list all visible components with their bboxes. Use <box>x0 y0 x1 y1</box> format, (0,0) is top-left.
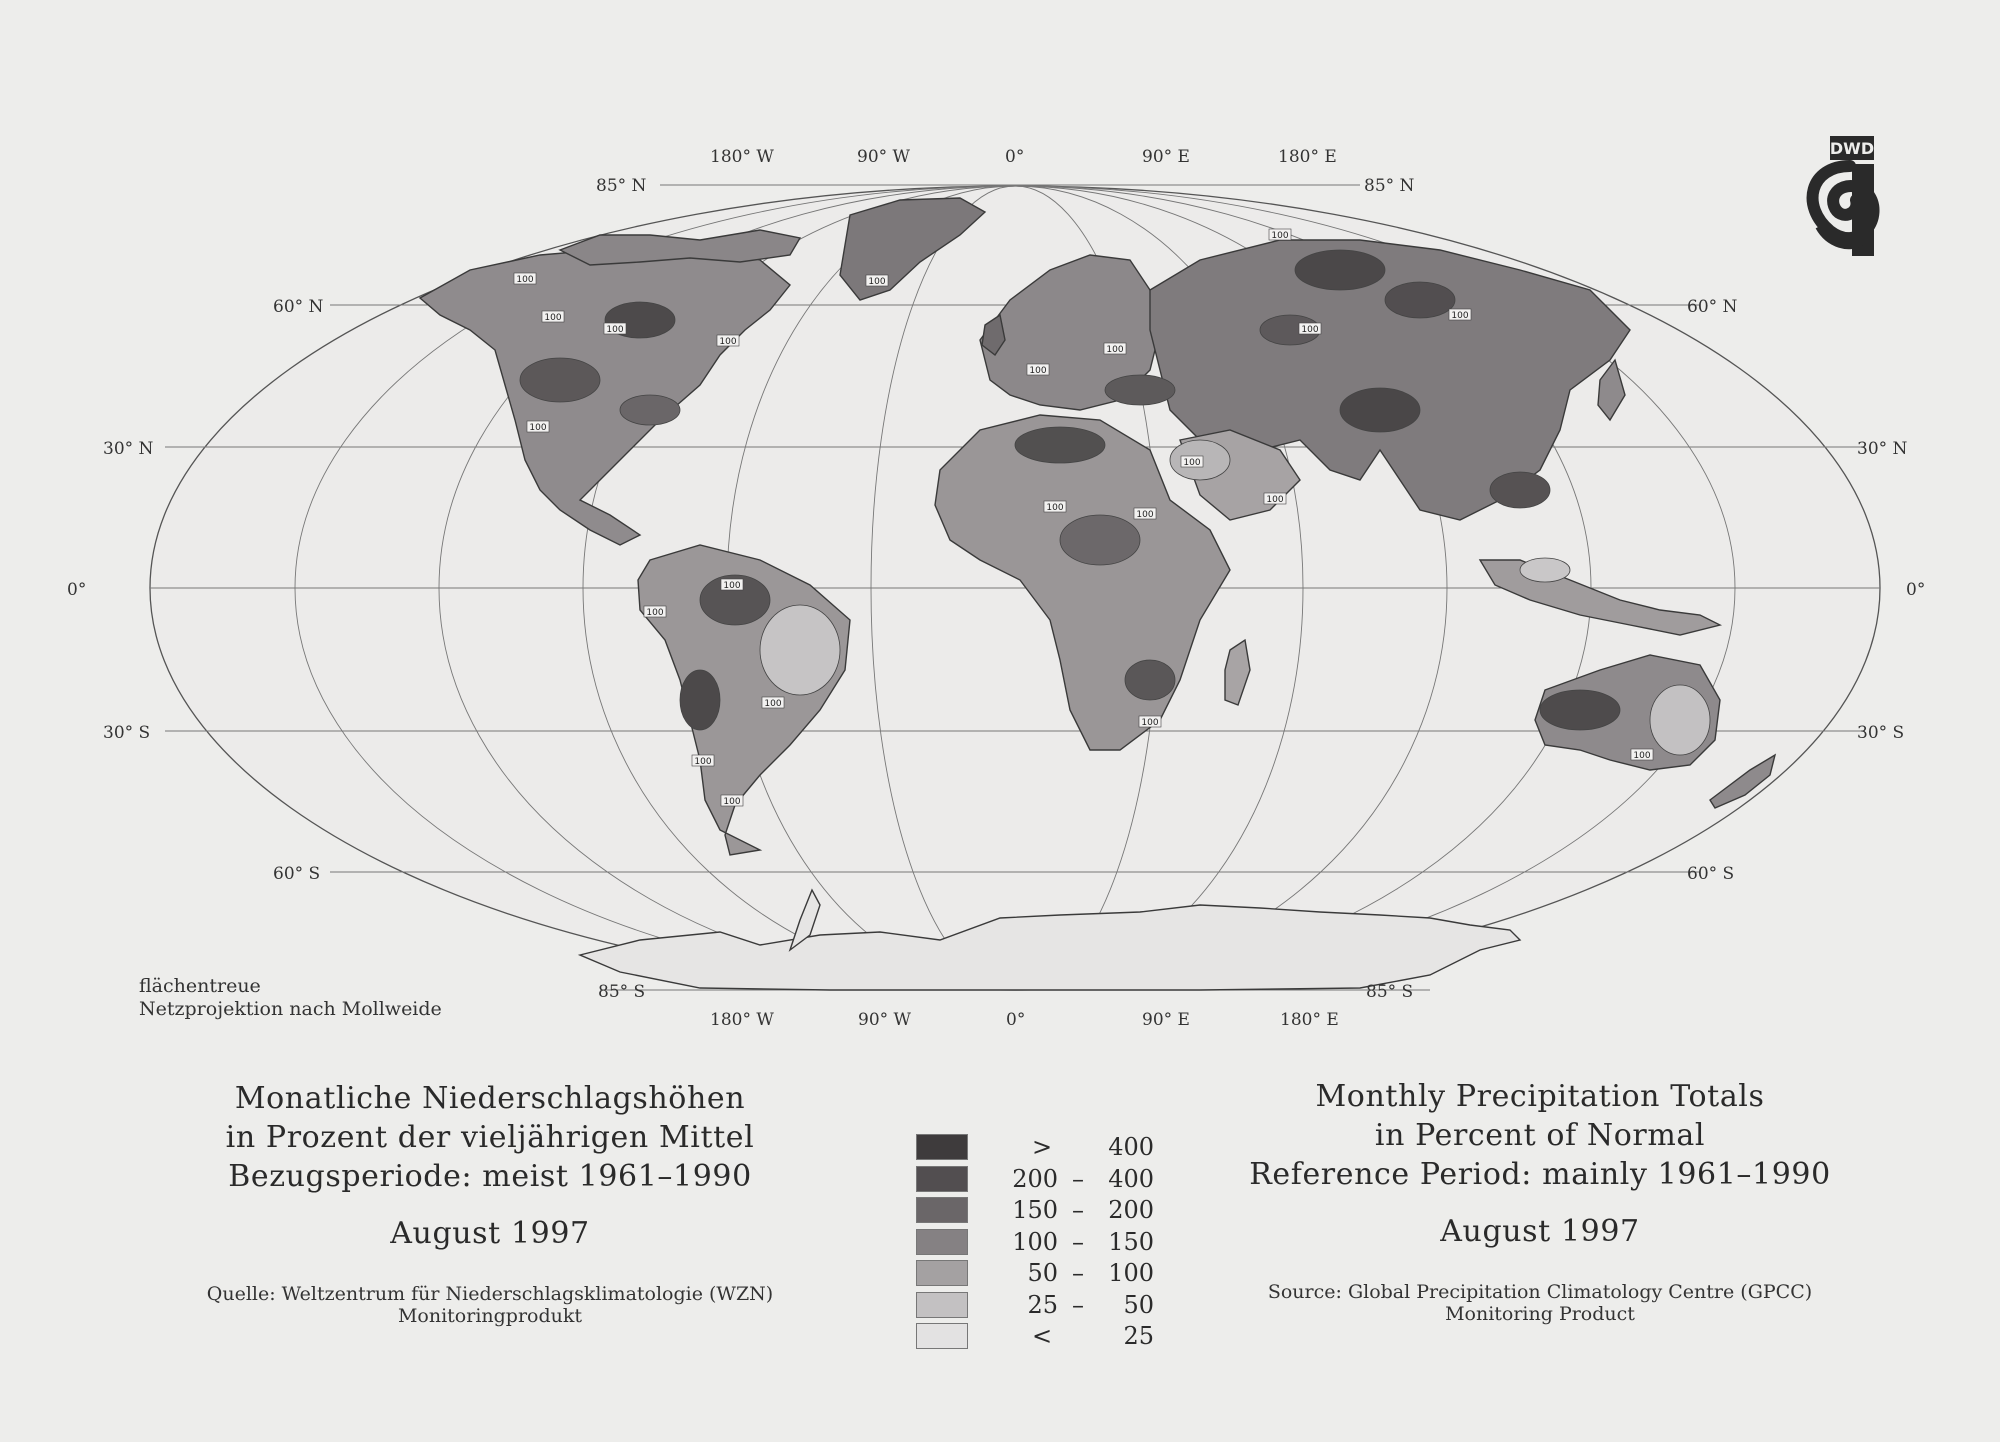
lat-label-right-0: 0° <box>1906 580 1926 600</box>
source-de-line: Quelle: Weltzentrum für Niederschlagsklimatologie (WZN) <box>206 1283 774 1305</box>
contour-label <box>866 275 888 287</box>
legend-dash: – <box>1072 1290 1084 1319</box>
contour-label <box>1264 493 1286 505</box>
title-en-line: Reference Period: mainly 1961–1990 <box>1249 1157 1831 1192</box>
title-en-line: Monthly Precipitation Totals <box>1315 1079 1765 1114</box>
legend-high-value: 400 <box>1108 1164 1154 1193</box>
projection-note <box>139 975 442 1021</box>
svg-text:100: 100 <box>1183 458 1201 468</box>
contour-label <box>604 323 626 335</box>
legend-dash: – <box>1072 1227 1084 1256</box>
legend-operator: > <box>1031 1133 1053 1161</box>
lat-label-left-60s: 60° S <box>273 864 321 884</box>
contour-label <box>527 421 549 433</box>
svg-text:100: 100 <box>723 797 741 807</box>
contour-label <box>717 335 739 347</box>
lat-label-left-60n: 60° N <box>273 297 324 317</box>
contour-label <box>1181 456 1203 468</box>
legend-swatch <box>916 1292 968 1318</box>
title-de-date: August 1997 <box>390 1216 590 1251</box>
legend-high-value: 100 <box>1108 1259 1154 1287</box>
svg-text:100: 100 <box>516 275 534 285</box>
legend-swatch <box>916 1323 968 1349</box>
lon-label-bottom-90w: 90° W <box>858 1010 912 1030</box>
lon-label-bottom-180e: 180° E <box>1280 1010 1339 1030</box>
lat-label-right-60n: 60° N <box>1687 297 1738 317</box>
contour-label <box>1044 501 1066 513</box>
contour-label <box>1134 508 1156 520</box>
projection-note-line: flächentreue <box>139 975 261 997</box>
legend-dash: – <box>1072 1259 1084 1287</box>
contour-label <box>1299 323 1321 335</box>
lon-label-top-90e: 90° E <box>1142 147 1190 167</box>
legend-low-value: 150 <box>1012 1196 1058 1224</box>
legend-high-value: 25 <box>1123 1322 1154 1350</box>
legend-swatch <box>916 1166 968 1192</box>
legend-swatch <box>916 1260 968 1286</box>
lat-label-right-30n: 30° N <box>1857 439 1908 459</box>
svg-text:100: 100 <box>1633 751 1651 761</box>
svg-text:100: 100 <box>694 757 712 767</box>
legend-swatch <box>916 1134 968 1160</box>
title-english <box>1190 1077 1890 1325</box>
lon-label-bottom-180w: 180° W <box>710 1010 774 1030</box>
title-de-line: in Prozent der vieljährigen Mittel <box>225 1120 755 1155</box>
source-en-line: Source: Global Precipitation Climatology Centre (GPCC) <box>1267 1281 1813 1303</box>
title-de-line: Bezugsperiode: meist 1961–1990 <box>228 1159 752 1194</box>
svg-text:100: 100 <box>1266 495 1284 505</box>
legend-operator: < <box>1031 1322 1053 1350</box>
svg-text:100: 100 <box>1136 510 1154 520</box>
contour-label <box>721 795 743 807</box>
svg-text:100: 100 <box>1301 325 1319 335</box>
lon-label-bottom-90e: 90° E <box>1142 1010 1190 1030</box>
lat-label-left-85n: 85° N <box>596 176 647 196</box>
logo-text: DWD <box>1829 139 1875 158</box>
contour-label <box>721 579 743 591</box>
lon-label-top-180e: 180° E <box>1278 147 1337 167</box>
contour-label <box>644 606 666 618</box>
lat-label-right-60s: 60° S <box>1687 864 1735 884</box>
title-german <box>140 1079 840 1327</box>
svg-text:100: 100 <box>1141 718 1159 728</box>
contour-label <box>1631 749 1653 761</box>
legend-low-value: 50 <box>1027 1259 1058 1287</box>
lat-label-left-30s: 30° S <box>103 723 151 743</box>
contour-label <box>1104 343 1126 355</box>
svg-text:100: 100 <box>1046 503 1064 513</box>
contour-label <box>762 697 784 709</box>
svg-text:100: 100 <box>764 699 782 709</box>
source-de-line: Monitoringprodukt <box>397 1305 583 1327</box>
legend-swatch <box>916 1197 968 1223</box>
legend-high-value: 150 <box>1108 1227 1154 1256</box>
source-en-line: Monitoring Product <box>1445 1303 1635 1325</box>
lat-label-right-85n: 85° N <box>1364 176 1415 196</box>
svg-text:100: 100 <box>1106 345 1124 355</box>
contour-label <box>1269 229 1291 241</box>
lon-label-bottom-0: 0° <box>1006 1010 1026 1030</box>
contour-label <box>542 311 564 323</box>
title-en-line: in Percent of Normal <box>1374 1118 1706 1153</box>
svg-text:100: 100 <box>723 581 741 591</box>
legend-low-value: 25 <box>1027 1290 1058 1319</box>
svg-text:100: 100 <box>868 277 886 287</box>
svg-text:100: 100 <box>529 423 547 433</box>
lon-label-top-180w: 180° W <box>710 147 774 167</box>
lon-label-top-90w: 90° W <box>857 147 911 167</box>
svg-text:100: 100 <box>606 325 624 335</box>
contour-label <box>1139 716 1161 728</box>
legend-dash: – <box>1072 1164 1084 1193</box>
lat-label-left-85s: 85° S <box>598 982 646 1002</box>
svg-text:100: 100 <box>1451 311 1469 321</box>
legend-high-value: 200 <box>1108 1196 1154 1224</box>
contour-label <box>1449 309 1471 321</box>
contour-label <box>1027 364 1049 376</box>
title-de-line: Monatliche Niederschlagshöhen <box>234 1081 746 1116</box>
legend-low-value: 100 <box>1012 1227 1058 1256</box>
dwd-logo <box>1790 136 1880 256</box>
legend-low-value: 200 <box>1012 1164 1058 1193</box>
svg-text:100: 100 <box>1029 366 1047 376</box>
svg-text:100: 100 <box>544 313 562 323</box>
lat-label-right-30s: 30° S <box>1857 723 1905 743</box>
svg-text:100: 100 <box>1271 231 1289 241</box>
title-en-date: August 1997 <box>1440 1214 1640 1249</box>
contour-label <box>514 273 536 285</box>
legend-dash: – <box>1072 1196 1084 1224</box>
legend-high-value: 400 <box>1108 1133 1154 1161</box>
projection-note-line: Netzprojektion nach Mollweide <box>139 998 442 1020</box>
legend-high-value: 50 <box>1123 1290 1154 1319</box>
lon-label-top-0: 0° <box>1005 147 1025 167</box>
lat-label-left-30n: 30° N <box>103 439 154 459</box>
lat-label-left-0: 0° <box>67 580 87 600</box>
svg-text:100: 100 <box>646 608 664 618</box>
svg-text:100: 100 <box>719 337 737 347</box>
lat-label-right-85s: 85° S <box>1366 982 1414 1002</box>
legend-swatch <box>916 1229 968 1255</box>
contour-label <box>692 755 714 767</box>
